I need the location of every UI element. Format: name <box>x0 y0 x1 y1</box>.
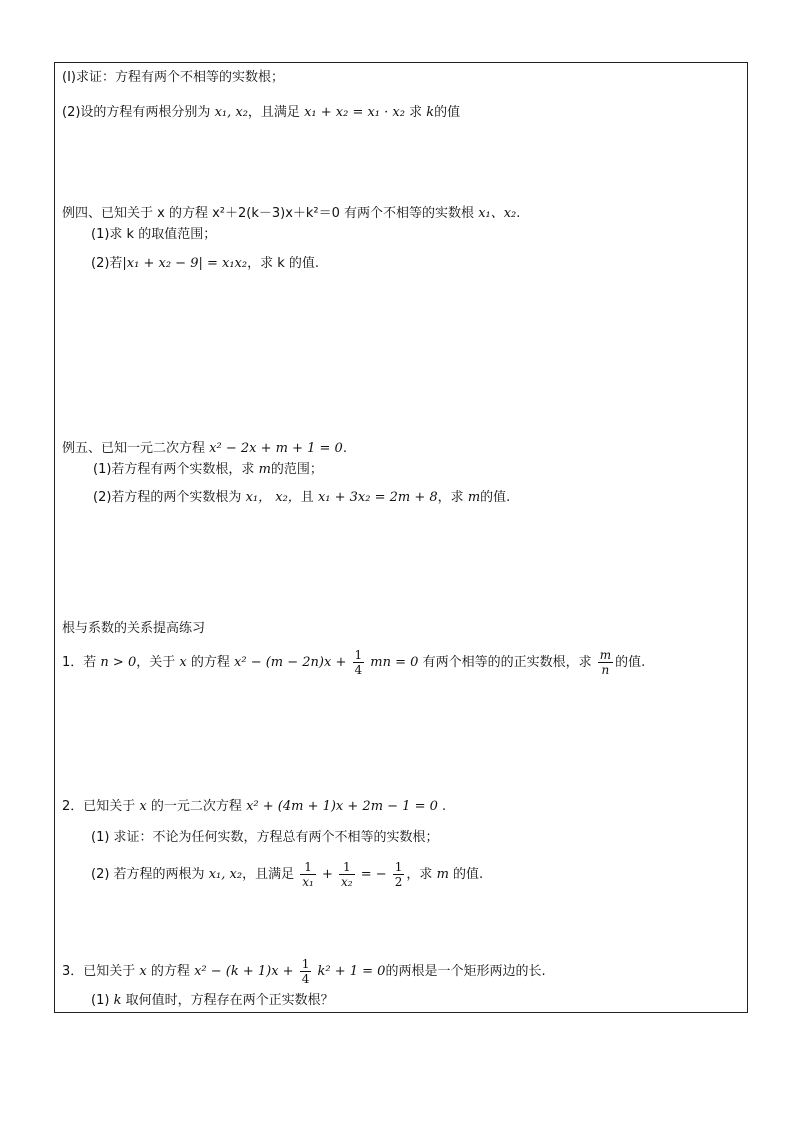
p2-q2-fraction3 <box>393 860 405 889</box>
p2-x: x <box>139 799 147 814</box>
part1-q2-mid: ，且满足 <box>247 105 300 120</box>
p1-frac-num: 1 <box>354 648 363 662</box>
p1-ratio-den: n <box>601 663 610 677</box>
practice-problem2-q1 <box>91 828 439 848</box>
p2-q2-mid: ，且满足 <box>242 867 295 882</box>
part1-question1 <box>62 68 284 88</box>
example5-q2-x1: x₁， <box>245 490 272 505</box>
p1-suffix: 的值. <box>615 655 646 670</box>
example5-question2 <box>93 488 510 508</box>
p3-prefix: 3．已知关于 <box>62 964 136 979</box>
example4-question1 <box>91 225 216 245</box>
p2-q2-f1-num: 1 <box>300 860 316 875</box>
p1-mid3: 有两个相等的的正实数根，求 <box>422 655 592 670</box>
example5-q2-prefix: (2)若方程的两个实数根为 <box>93 490 242 505</box>
p3-q1-suffix: 取何值时，方程存在两个正实数根？ <box>125 993 334 1008</box>
part1-q2-prefix: (2)设的方程有两根分别为 <box>62 105 211 120</box>
p2-q1-text: (1) 求证：不论为任何实数，方程总有两个不相等的实数根； <box>91 830 439 845</box>
example5-end: . <box>342 441 347 456</box>
part1-q2-mid2: 求 <box>409 105 423 120</box>
example5-q1-suffix: 的范围； <box>270 462 323 477</box>
example5-q2-m: m <box>467 490 481 505</box>
p3-frac-num: 1 <box>301 957 310 971</box>
p2-q2-m: m <box>436 867 449 882</box>
part1-q2-equation: x₁ + x₂ = x₁ · x₂ <box>304 105 405 120</box>
practice-title <box>62 619 205 639</box>
p2-q2-vars: x₁, x₂ <box>208 867 243 882</box>
p1-ratio-num: m <box>599 648 612 662</box>
p2-q2-fraction1 <box>300 860 316 889</box>
p2-q2-plus: + <box>321 867 333 882</box>
part1-q2-vars: x₁, x₂ <box>214 105 248 120</box>
part1-q1-text: (Ⅰ)求证：方程有两个不相等的实数根； <box>62 70 284 85</box>
p2-q2-f1-den: x₁ <box>302 875 314 889</box>
part1-q2-suffix: 的值 <box>434 105 461 120</box>
p1-frac-den: 4 <box>354 663 363 677</box>
p3-x: x <box>139 964 147 979</box>
p1-x: x <box>179 655 187 670</box>
example5-q2-x2: x₂， <box>275 490 301 505</box>
p2-prefix: 2．已知关于 <box>62 799 136 814</box>
p3-suffix: 的两根是一个矩形两边的长. <box>385 964 546 979</box>
p3-equation-b: k² + 1 = 0 <box>317 964 386 979</box>
example5-equation: x² − 2x + m + 1 = 0 <box>209 441 343 456</box>
example5-statement <box>62 439 347 459</box>
p2-q2-fraction2 <box>339 860 355 889</box>
p2-q2-prefix: (2) 若方程的两根为 <box>91 867 205 882</box>
example5-q2-mid2: ，求 <box>437 490 464 505</box>
p1-mid: ，关于 <box>136 655 176 670</box>
p2-q2-f2-num: 1 <box>339 860 355 875</box>
p1-equation-a: x² − (m − 2n)x + <box>234 655 347 670</box>
part1-question2 <box>62 103 460 123</box>
p2-q2-f3-den: 2 <box>394 875 403 889</box>
p3-frac-den: 4 <box>301 972 310 986</box>
example5-question1 <box>93 460 323 480</box>
example5-text: 例五、已知一元二次方程 <box>62 441 206 456</box>
example5-q2-equation: x₁ + 3x₂ = 2m + 8 <box>317 490 438 505</box>
example4-statement <box>62 204 520 224</box>
p1-ratio <box>598 648 613 677</box>
practice-problem1 <box>62 648 645 678</box>
example4-q2-prefix: (2)若 <box>91 256 123 271</box>
p1-equation-b: mn = 0 <box>370 655 419 670</box>
p1-condition: n > 0 <box>100 655 137 670</box>
practice-problem2 <box>62 797 446 817</box>
example4-roots: x₁、x₂ <box>478 206 517 221</box>
practice-problem2-q2 <box>91 860 483 890</box>
p3-equation-a: x² − (k + 1)x + <box>194 964 294 979</box>
p2-q2-equals: = − <box>360 867 387 882</box>
example4-q2-equation: |x₁ + x₂ − 9| = x₁x₂ <box>122 256 248 271</box>
example5-q1-m: m <box>258 462 271 477</box>
example4-q1-text: (1)求 k 的取值范围； <box>91 227 217 242</box>
p2-mid: 的一元二次方程 <box>150 799 242 814</box>
example4-end: . <box>516 206 521 221</box>
example4-q2-suffix: ，求 k 的值. <box>247 256 320 271</box>
practice-title-text: 根与系数的关系提高练习 <box>62 621 206 636</box>
part1-q2-k: k <box>426 105 435 120</box>
p2-q2-f3-num: 1 <box>394 860 403 874</box>
example4-question2 <box>91 254 319 274</box>
example5-q2-suffix: 的值. <box>480 490 511 505</box>
p1-fraction <box>353 648 365 677</box>
example4-text: 例四、已知关于 x 的方程 x²＋2(k－3)x＋k²＝0 有两个不相等的实数根 <box>62 206 475 221</box>
example5-q1-prefix: (1)若方程有两个实数根，求 <box>93 462 255 477</box>
p3-fraction <box>300 957 312 986</box>
p1-mid2: 的方程 <box>190 655 230 670</box>
p2-q2-f2-den: x₂ <box>340 875 353 889</box>
p2-q2-suffix: 的值. <box>453 867 484 882</box>
practice-problem3-q1 <box>91 991 334 1011</box>
p2-q2-mid2: ，求 <box>406 867 433 882</box>
p3-mid: 的方程 <box>150 964 190 979</box>
p2-equation: x² + (4m + 1)x + 2m − 1 = 0 <box>246 799 438 814</box>
p2-end: . <box>442 799 447 814</box>
example5-q2-mid: 且 <box>300 490 314 505</box>
p3-q1-prefix: (1) <box>91 993 110 1008</box>
p1-prefix: 1．若 <box>62 655 97 670</box>
practice-problem3 <box>62 957 546 987</box>
p3-q1-k: k <box>113 993 122 1008</box>
